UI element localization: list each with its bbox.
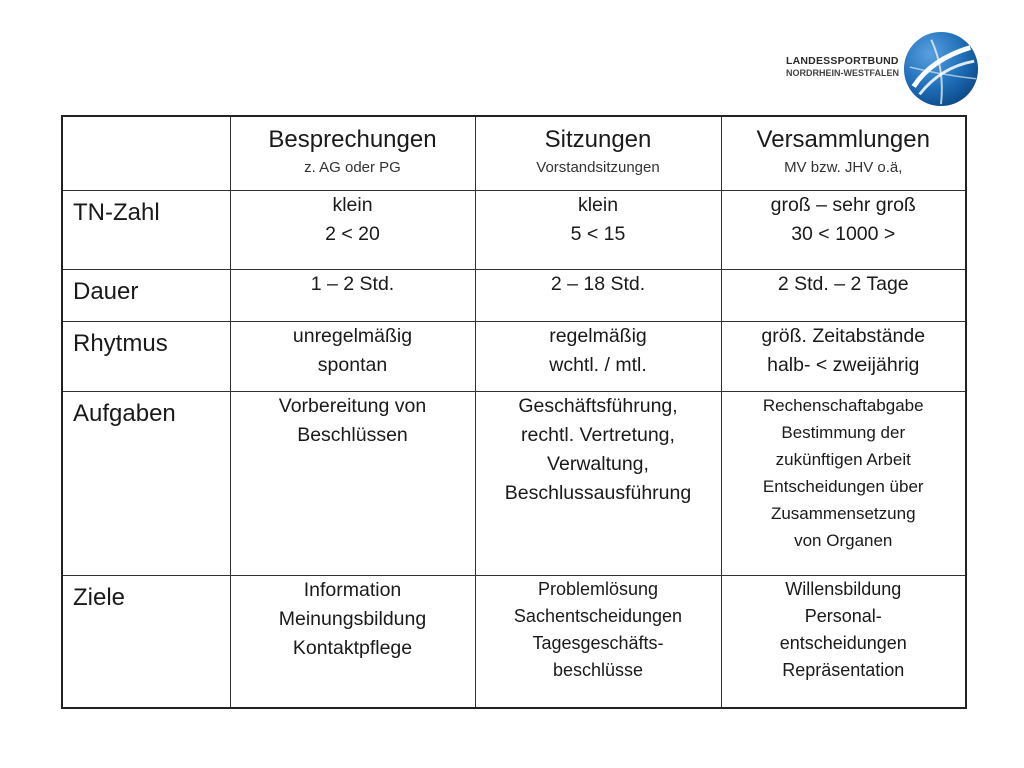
logo-text <box>786 55 899 79</box>
corner-cell <box>62 116 230 190</box>
comparison-table <box>61 115 967 709</box>
table-cell <box>475 321 721 391</box>
cell-line: halb- < zweijährig <box>767 353 920 376</box>
cell-line: groß – sehr groß <box>770 193 916 216</box>
cell-line: Kontaktpflege <box>292 636 413 659</box>
cell-line: Repräsentation <box>782 659 905 680</box>
cell-line: Vorbereitung von <box>278 394 427 417</box>
cell-line: 1 – 2 Std. <box>310 272 395 295</box>
cell-line: spontan <box>317 353 388 376</box>
column-title: Sitzungen <box>544 126 652 153</box>
landessportbund-logo <box>786 30 956 110</box>
row-ziele <box>62 575 966 708</box>
cell-line: Rechenschaftabgabe <box>762 395 924 415</box>
cell-line: größ. Zeitabstände <box>761 324 926 347</box>
column-subtitle: MV bzw. JHV o.ä, <box>784 159 903 176</box>
table-cell <box>230 575 475 708</box>
column-title: Versammlungen <box>756 126 930 153</box>
column-subtitle: Vorstandsitzungen <box>536 159 660 176</box>
cell-line: wchtl. / mtl. <box>549 353 647 376</box>
cell-line: Meinungsbildung <box>278 607 427 630</box>
table-cell <box>230 190 475 269</box>
header-sitzungen <box>475 116 721 190</box>
cell-line: von Organen <box>794 530 893 550</box>
cell-line: Entscheidungen über <box>762 476 924 496</box>
table-cell <box>475 575 721 708</box>
table-cell <box>230 391 475 575</box>
row-rhytmus <box>62 321 966 391</box>
table-cell <box>721 391 966 575</box>
table-cell <box>721 575 966 708</box>
table-cell <box>475 190 721 269</box>
cell-line: Zusammensetzung <box>770 503 916 523</box>
cell-line: Verwaltung, <box>547 452 649 475</box>
logo-line-1: LANDESSPORTBUND <box>786 55 899 67</box>
cell-line: Personal- <box>804 605 882 626</box>
cell-line: regelmäßig <box>549 324 647 347</box>
cell-line: Willensbildung <box>785 578 902 599</box>
cell-line: Tagesgeschäfts- <box>532 632 664 653</box>
cell-line: zukünftigen Arbeit <box>775 449 911 469</box>
table-cell <box>721 321 966 391</box>
cell-line: klein <box>577 193 619 216</box>
header-row <box>62 116 966 190</box>
header-versammlungen <box>721 116 966 190</box>
cell-line: 5 < 15 <box>570 222 626 245</box>
table-cell <box>721 190 966 269</box>
row-aufgaben <box>62 391 966 575</box>
cell-line: 2 Std. – 2 Tage <box>777 272 909 295</box>
table-cell <box>230 321 475 391</box>
logo-line-2: NORDRHEIN-WESTFALEN <box>786 68 899 78</box>
row-label: Ziele <box>62 575 230 708</box>
cell-line: Geschäftsführung, <box>518 394 678 417</box>
cell-line: 30 < 1000 > <box>791 222 896 245</box>
cell-line: 2 < 20 <box>325 222 380 245</box>
column-title: Besprechungen <box>268 126 437 153</box>
cell-line: klein <box>332 193 373 216</box>
cell-line: Sachentscheidungen <box>513 605 683 626</box>
cell-line: entscheidungen <box>779 632 907 653</box>
row-label: TN-Zahl <box>62 190 230 269</box>
cell-line: Beschlussausführung <box>504 481 692 504</box>
cell-line: Bestimmung der <box>781 422 906 442</box>
cell-line: Information <box>303 578 402 601</box>
row-dauer <box>62 269 966 321</box>
cell-line: Beschlüssen <box>297 423 408 446</box>
table-cell <box>475 391 721 575</box>
row-label: Aufgaben <box>62 391 230 575</box>
row-tn-zahl <box>62 190 966 269</box>
cell-line: beschlüsse <box>552 659 644 680</box>
header-besprechungen <box>230 116 475 190</box>
cell-line: unregelmäßig <box>292 324 413 347</box>
table-cell <box>230 269 475 321</box>
column-subtitle: z. AG oder PG <box>304 159 401 176</box>
row-label: Rhytmus <box>62 321 230 391</box>
logo-globe-icon <box>902 30 980 108</box>
cell-line: 2 – 18 Std. <box>550 272 646 295</box>
table-cell <box>721 269 966 321</box>
cell-line: rechtl. Vertretung, <box>521 423 675 446</box>
table-cell <box>475 269 721 321</box>
cell-line: Problemlösung <box>537 578 659 599</box>
row-label: Dauer <box>62 269 230 321</box>
